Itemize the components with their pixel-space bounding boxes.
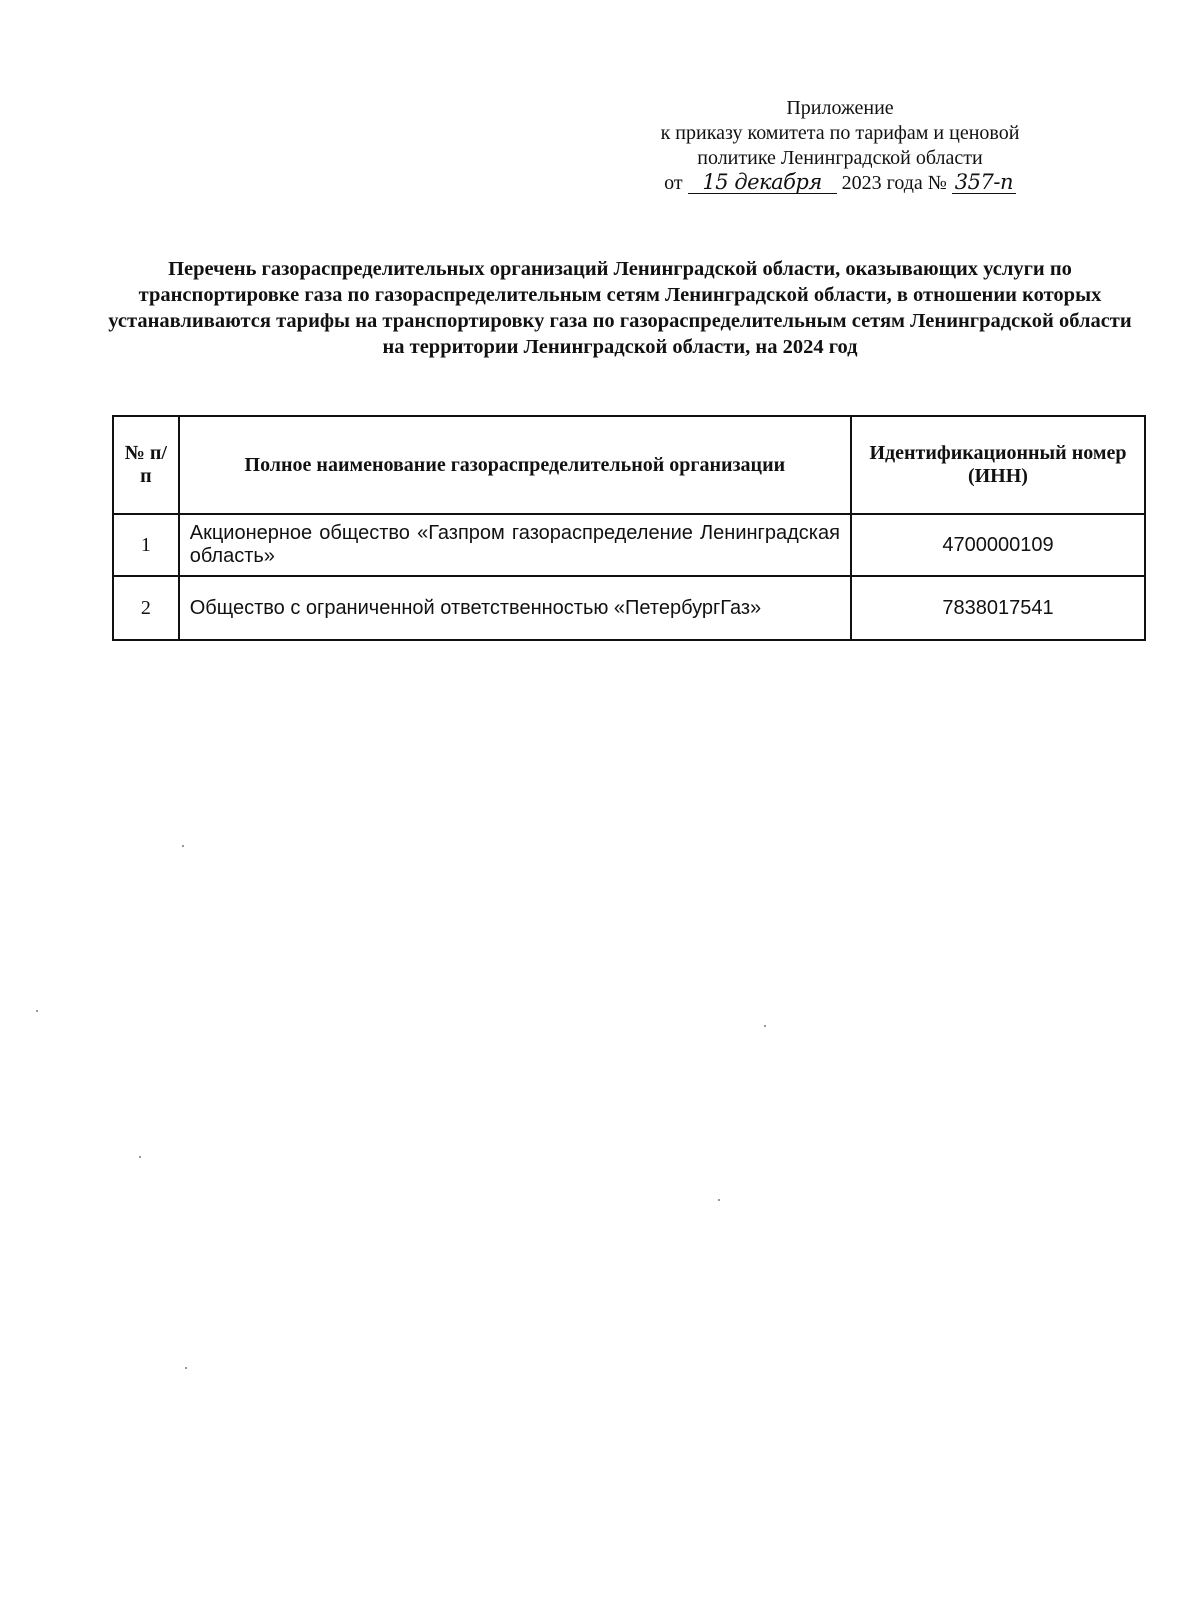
organizations-table (112, 415, 1146, 641)
handwritten-date: 15 декабря (688, 171, 837, 194)
header-inn: Идентификационный номер (ИНН) (851, 416, 1145, 514)
scan-speck (185, 1367, 187, 1369)
scan-speck (139, 1156, 141, 1158)
table-row (113, 514, 1145, 576)
year-and-number-label: 2023 года № (841, 172, 947, 194)
appendix-date-line (560, 171, 1120, 196)
date-prefix: от (664, 172, 683, 194)
scan-speck (718, 1199, 720, 1201)
organization-name: Акционерное общество «Газпром газораспределение Ленинградская область» (179, 514, 851, 576)
document-title: Перечень газораспределительных организаций Ленинградской области, оказывающих услуги по транспортировке газа по газораспределительным сетям Ленинградской области, в отношении которых устанавливаются тарифы на транспортировку газа по газораспределительным сетям Ленинградской области на территории Ленинградской области, на 2024 год (108, 258, 1132, 358)
header-number: № п/п (113, 416, 179, 514)
organization-name: Общество с ограниченной ответственностью «ПетербургГаз» (179, 576, 851, 640)
table-row (113, 576, 1145, 640)
row-number: 1 (113, 514, 179, 576)
appendix-order-reference: к приказу комитета по тарифам и ценовой (660, 122, 1020, 144)
header-organization-name: Полное наименование газораспределительной организации (179, 416, 851, 514)
organization-inn: 4700000109 (851, 514, 1145, 576)
handwritten-order-number: 357-п (952, 171, 1016, 194)
appendix-header (560, 96, 1120, 196)
table-header-row (113, 416, 1145, 514)
scan-speck (764, 1025, 766, 1027)
appendix-committee-name: политике Ленинградской области (697, 147, 983, 169)
scan-speck (182, 845, 184, 847)
organization-inn: 7838017541 (851, 576, 1145, 640)
appendix-title: Приложение (786, 97, 894, 119)
scan-speck (36, 1010, 38, 1012)
row-number: 2 (113, 576, 179, 640)
